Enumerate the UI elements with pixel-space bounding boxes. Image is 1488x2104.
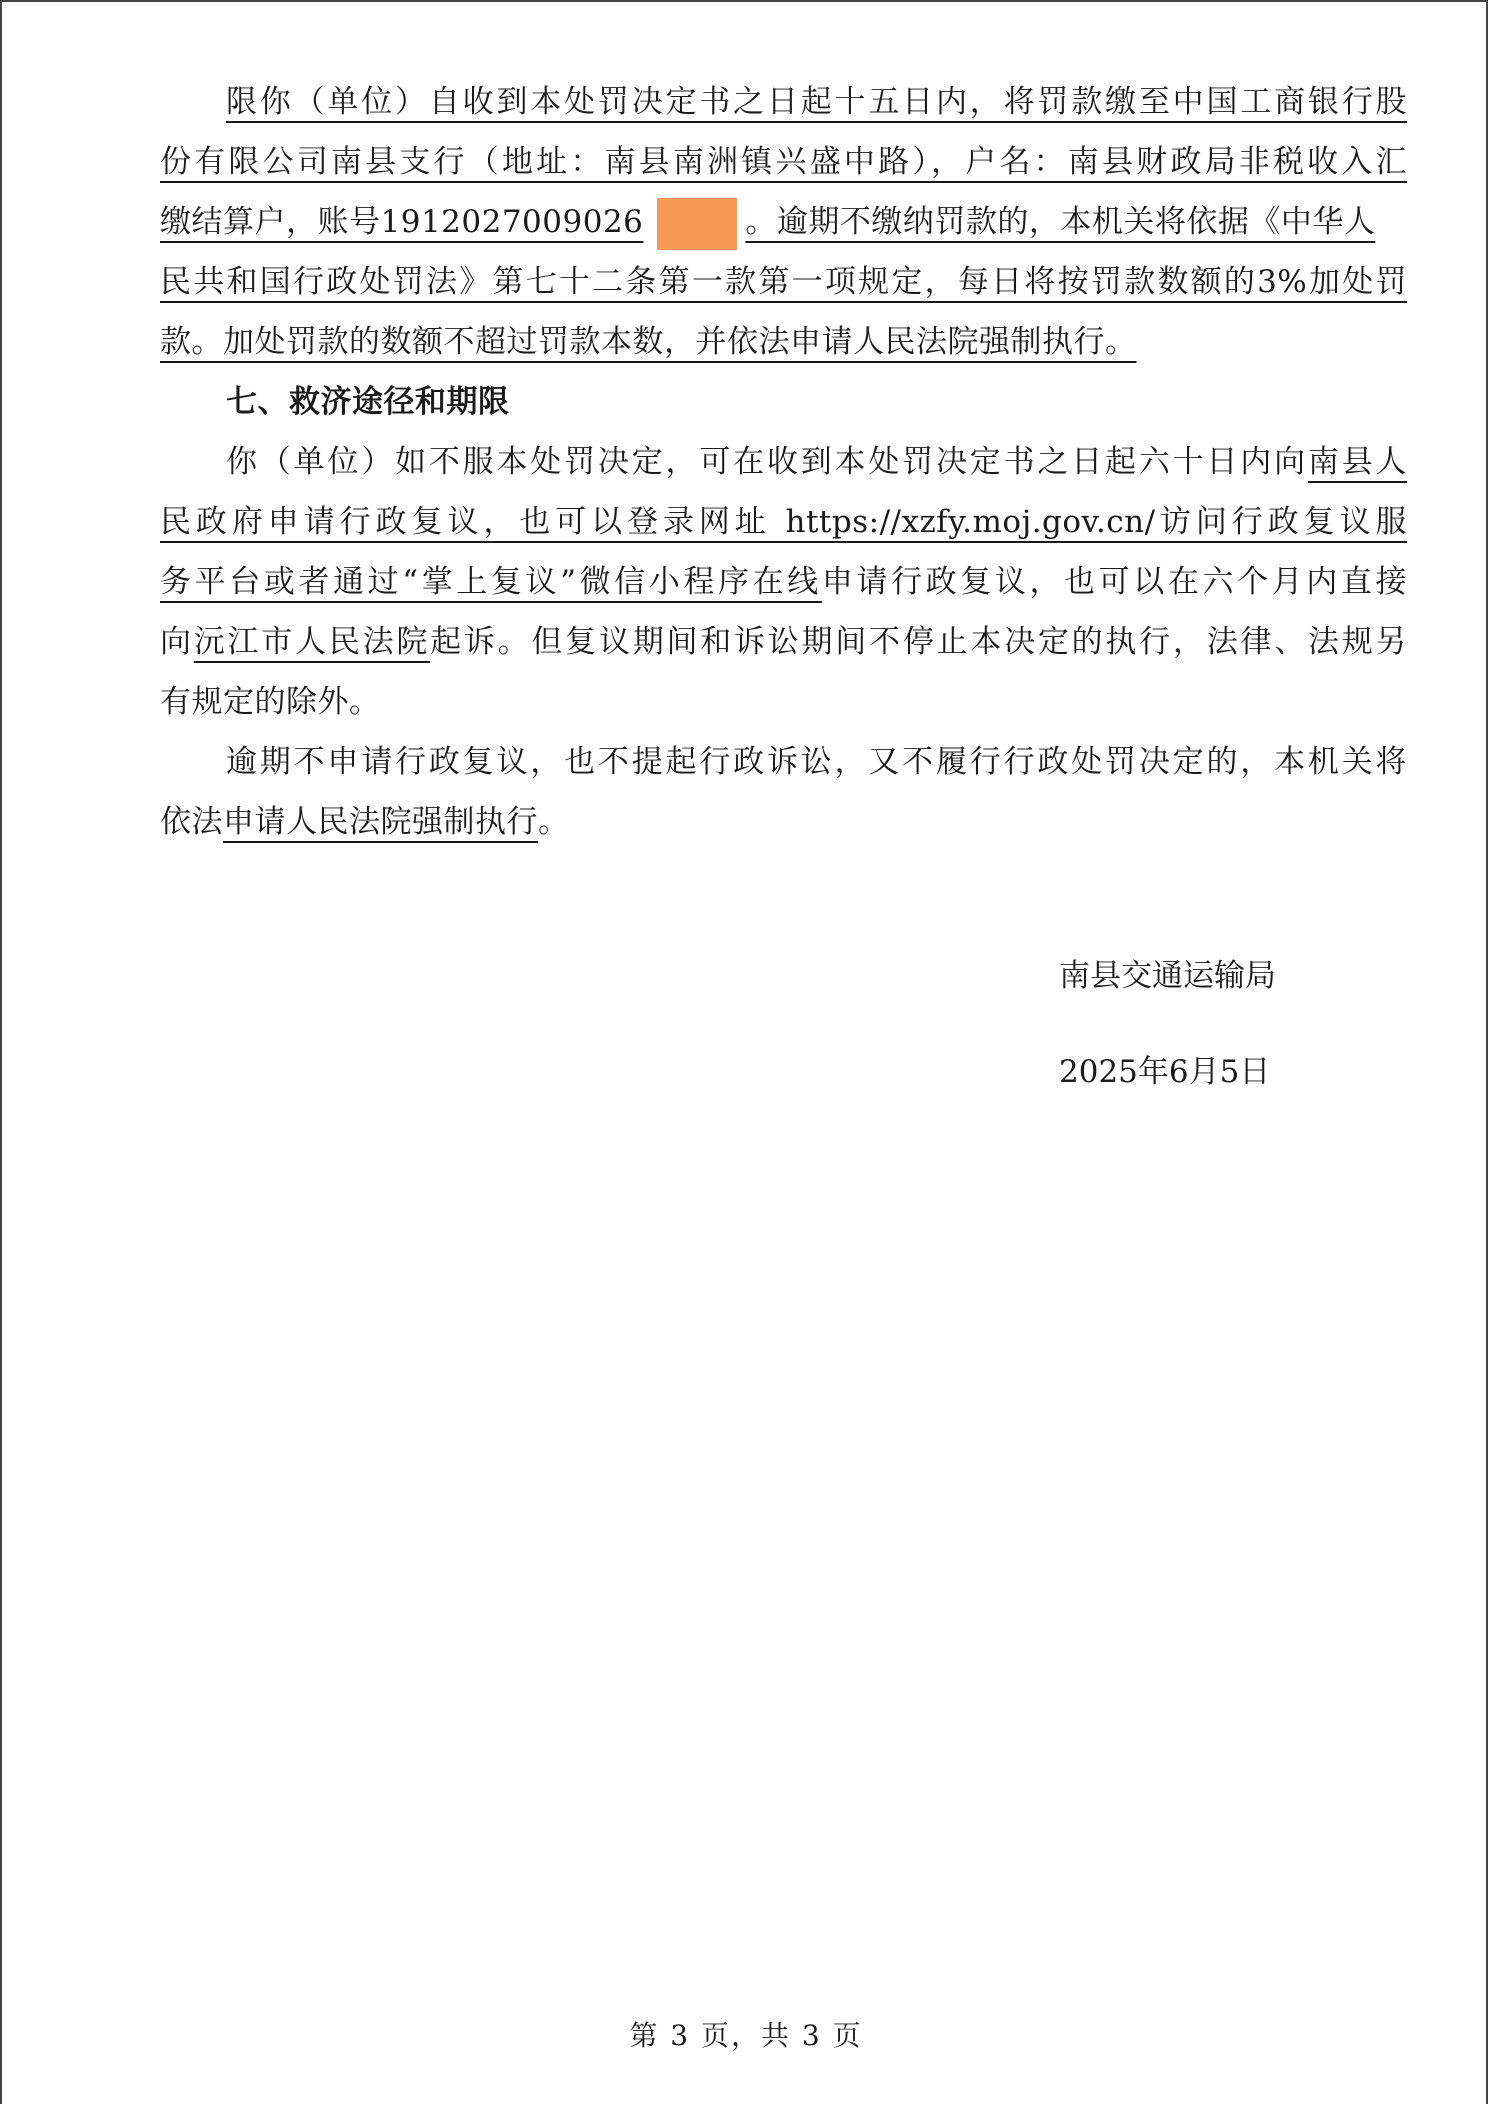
paragraph-line (160, 132, 1407, 192)
section-heading: 七、救济途径和期限 (226, 384, 510, 420)
enforcement-text: 依法 (160, 804, 223, 840)
remedy-text: 起诉。但复议期间和诉讼期间不停止本决定的执行，法律、法规另 (430, 624, 1408, 660)
mini-program-text: 务平台或者通过“掌上复议”微信小程序在线 (160, 564, 822, 600)
paragraph-line (160, 312, 1407, 372)
remedy-text: 有规定的除外。 (160, 684, 381, 720)
paragraph-line (160, 252, 1407, 312)
paragraph-line (160, 192, 1407, 252)
paragraph-line (160, 552, 1407, 612)
penalty-law-text: 民共和国行政处罚法》第七十二条第一款第一项规定，每日将按罚款数额的3%加处罚 (160, 264, 1407, 300)
remedy-text: 向 (160, 624, 194, 660)
penalty-limit-text: 款。加处罚款的数额不超过罚款本数，并依法申请人民法院强制执行。 (160, 324, 1137, 360)
paragraph-line (226, 72, 1407, 132)
page-number: 第 3 页，共 3 页 (629, 2019, 863, 2052)
remedy-text: 申请行政复议，也可以在六个月内直接 (821, 564, 1407, 600)
enforcement-text: 逾期不申请行政复议，也不提起行政诉讼，又不履行行政处罚决定的，本机关将 (226, 744, 1407, 780)
paragraph-line (226, 732, 1407, 792)
redaction-box (657, 198, 737, 250)
enforcement-text: 。 (538, 804, 570, 840)
account-number-text: 缴结算户，账号1912027009026 (160, 204, 644, 240)
payment-text: 份有限公司南县支行（地址：南县南洲镇兴盛中路），户名：南县财政局非税收入汇 (160, 144, 1407, 180)
court-name: 沅江市人民法院 (193, 624, 431, 660)
enforcement-underlined: 申请人民法院强制执行 (223, 804, 538, 840)
remedy-text: 你（单位）如不服本处罚决定，可在收到本处罚决定书之日起六十日内向 (226, 444, 1308, 480)
paragraph-line (160, 672, 1407, 732)
paragraph-line (160, 612, 1407, 672)
paragraph-line (160, 792, 1407, 852)
payment-text: 限你（单位）自收到本处罚决定书之日起十五日内，将罚款缴至中国工商银行股 (226, 84, 1407, 120)
overdue-text: 。逾期不缴纳罚款的，本机关将依据《中华人 (745, 204, 1376, 240)
issuing-authority: 南县交通运输局 (1059, 958, 1276, 994)
review-website-text: 民政府申请行政复议，也可以登录网址 https://xzfy.moj.gov.cn/访问行政复议服 (160, 504, 1407, 540)
government-name: 南县人 (1307, 444, 1408, 480)
issue-date: 2025年6月5日 (1059, 1054, 1271, 1090)
paragraph-line (226, 432, 1407, 492)
paragraph-line (160, 492, 1407, 552)
